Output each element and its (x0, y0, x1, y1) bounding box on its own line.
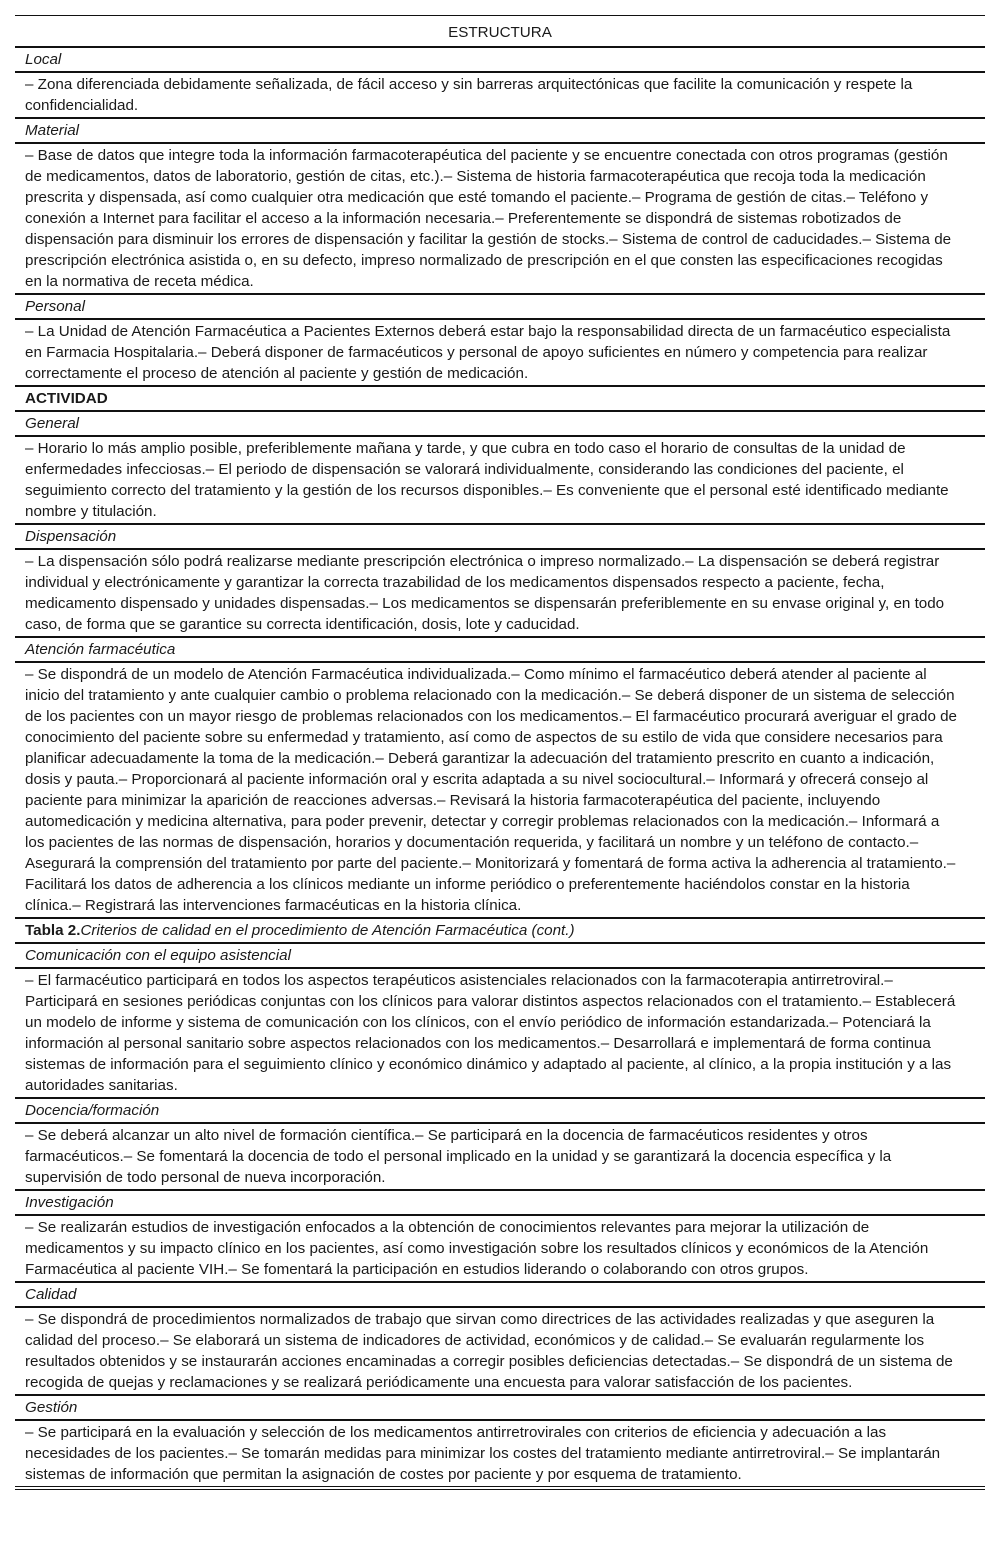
table-caption (15, 919, 985, 944)
subsection-heading: Personal (15, 295, 985, 320)
caption-text: Criterios de calidad en el procedimiento de Atención Farmacéutica (cont.) (80, 922, 575, 939)
subsection-heading: Docencia/formación (15, 1099, 985, 1124)
criteria-text: – Se deberá alcanzar un alto nivel de formación científica.– Se participará en la docencia de farmacéuticos residentes y otros farmacéuticos.– Se fomentará la docencia de todo el personal implicado en la unidad y se garantizará la docencia específica y la supervisión de todo personal de nueva incorporación. (15, 1124, 985, 1191)
subsection-heading: Investigación (15, 1191, 985, 1216)
criteria-text: – Se dispondrá de procedimientos normalizados de trabajo que sirvan como directrices de las actividades realizadas y que aseguren la calidad del proceso.– Se elaborará un sistema de indicadores de actividad, económicos y de calidad.– Se evaluarán regularmente los resultados obtenidos y se instaurarán acciones encaminadas a corregir posibles deficiencias detectadas.– Se dispondrá de un sistema de recogida de quejas y reclamaciones y se realizará periódicamente una encuesta para valorar satisfacción de los pacientes. (15, 1308, 985, 1396)
subsection-heading: Gestión (15, 1396, 985, 1421)
criteria-text: – Se realizarán estudios de investigación enfocados a la obtención de conocimientos relevantes para mejorar la utilización de medicamentos y su impacto clínico en los pacientes, así como investigación sobre los resultados clínicos y económicos de la Atención Farmacéutica al paciente VIH.– Se fomentará la participación en estudios liderando o colaborando con otros grupos. (15, 1216, 985, 1283)
criteria-text: – Base de datos que integre toda la información farmacoterapéutica del paciente y se encuentre conectada con otros programas (gestión de medicamentos, datos de laboratorio, gestión de citas, etc.).– Sistema de historia farmacoterapéutica que recoja toda la medicación prescrita y dispensada, así como cualquier otra medicación que esté tomando el paciente.– Programa de gestión de citas.– Teléfono y conexión a Internet para facilitar el acceso a la información necesaria.– Preferentemente se dispondrá de sistemas robotizados de dispensación para disminuir los errores de dispensación y facilitar la gestión de stocks.– Sistema de control de caducidades.– Sistema de prescripción electrónica asistida o, en su defecto, impreso normalizado de prescripción en el que consten las especificaciones recogidas en la normativa de receta médica. (15, 144, 985, 295)
subsection-heading: General (15, 412, 985, 437)
subsection-heading: Calidad (15, 1283, 985, 1308)
caption-label: Tabla 2. (25, 922, 81, 939)
criteria-text: – La dispensación sólo podrá realizarse mediante prescripción electrónica o impreso normalizado.– La dispensación se deberá registrar individual y electrónicamente y garantizar la correcta trazabilidad de los medicamentos dispensados respecto a paciente, fecha, medicamento dispensado y unidades dispensadas.– Los medicamentos se dispensarán preferiblemente en su envase original y, en todo caso, de forma que se garantice su correcta identificación, dosis, lote y caducidad. (15, 550, 985, 638)
criteria-text: – El farmacéutico participará en todos los aspectos terapéuticos asistenciales relacionados con la farmacoterapia antirretroviral.– Participará en sesiones periódicas conjuntas con los clínicos para valorar distintos aspectos relacionados con el tratamiento.– Establecerá un modelo de informe y sistema de comunicación con los clínicos, con el envío periódico de información estandarizada.– Potenciará la información al personal sanitario sobre aspectos relacionados con los medicamentos.– Desarrollará e implementará de forma continua sistemas de información para el seguimiento clínico y económico dinámico y adaptado al paciente, al clínico, a la propia institución y a las autoridades sanitarias. (15, 969, 985, 1099)
table-header: ESTRUCTURA (15, 16, 985, 48)
criteria-text: – Se dispondrá de un modelo de Atención Farmacéutica individualizada.– Como mínimo el farmacéutico deberá atender al paciente al inicio del tratamiento y ante cualquier cambio o problema relacionado con la medicación.– Se deberá disponer de un sistema de selección de los pacientes con un mayor riesgo de problemas relacionados con los medicamentos.– El farmacéutico procurará averiguar el grado de conocimiento del paciente sobre su enfermedad y tratamiento, así como de aspectos de su estilo de vida que considere necesarios para planificar adecuadamente la toma de la medicación.– Deberá garantizar la adecuación del tratamiento prescrito en cuanto a indicación, dosis y pauta.– Proporcionará al paciente información oral y escrita adaptada a su nivel sociocultural.– Informará y ofrecerá consejo al paciente para minimizar la aparición de reacciones adversas.– Revisará la historia farmacoterapéutica del paciente, incluyendo automedicación y medicina alternativa, para poder prevenir, detectar y corregir problemas relacionados con la medicación.– Informará a los pacientes de las normas de dispensación, horarios y documentación requerida, y facilitará un nombre y un teléfono de contacto.– Asegurará la comprensión del tratamiento por parte del paciente.– Monitorizará y fomentará de forma activa la adherencia al tratamiento.– Facilitará los datos de adherencia a los clínicos mediante un informe periódico o preferentemente haciéndolos constar en la historia clínica.– Registrará las intervenciones farmacéuticas en la historia clínica. (15, 663, 985, 919)
quality-criteria-table (15, 15, 985, 1490)
criteria-text: – Zona diferenciada debidamente señalizada, de fácil acceso y sin barreras arquitectónicas que facilite la comunicación y respete la confidencialidad. (15, 73, 985, 119)
section-heading: ACTIVIDAD (15, 387, 985, 412)
table-body (15, 48, 985, 1490)
criteria-text: – Se participará en la evaluación y selección de los medicamentos antirretrovirales con criterios de eficiencia y adecuación a las necesidades de los pacientes.– Se tomarán medidas para minimizar los costes del tratamiento mediante antirretroviral.– Se implantarán sistemas de información que permitan la asignación de costes por paciente y por esquema de tratamiento. (15, 1421, 985, 1490)
subsection-heading: Dispensación (15, 525, 985, 550)
subsection-heading: Atención farmacéutica (15, 638, 985, 663)
criteria-text: – Horario lo más amplio posible, preferiblemente mañana y tarde, y que cubra en todo caso el horario de consultas de la unidad de enfermedades infecciosas.– El periodo de dispensación se valorará individualmente, considerando las condiciones del paciente, el seguimiento correcto del tratamiento y la gestión de los recursos disponibles.– Es conveniente que el personal esté identificado mediante nombre y titulación. (15, 437, 985, 525)
subsection-heading: Material (15, 119, 985, 144)
subsection-heading: Local (15, 48, 985, 73)
subsection-heading: Comunicación con el equipo asistencial (15, 944, 985, 969)
criteria-text: – La Unidad de Atención Farmacéutica a Pacientes Externos deberá estar bajo la responsabilidad directa de un farmacéutico especialista en Farmacia Hospitalaria.– Deberá disponer de farmacéuticos y personal de apoyo suficientes en número y competencia para realizar correctamente el proceso de atención al paciente y gestión de medicación. (15, 320, 985, 387)
